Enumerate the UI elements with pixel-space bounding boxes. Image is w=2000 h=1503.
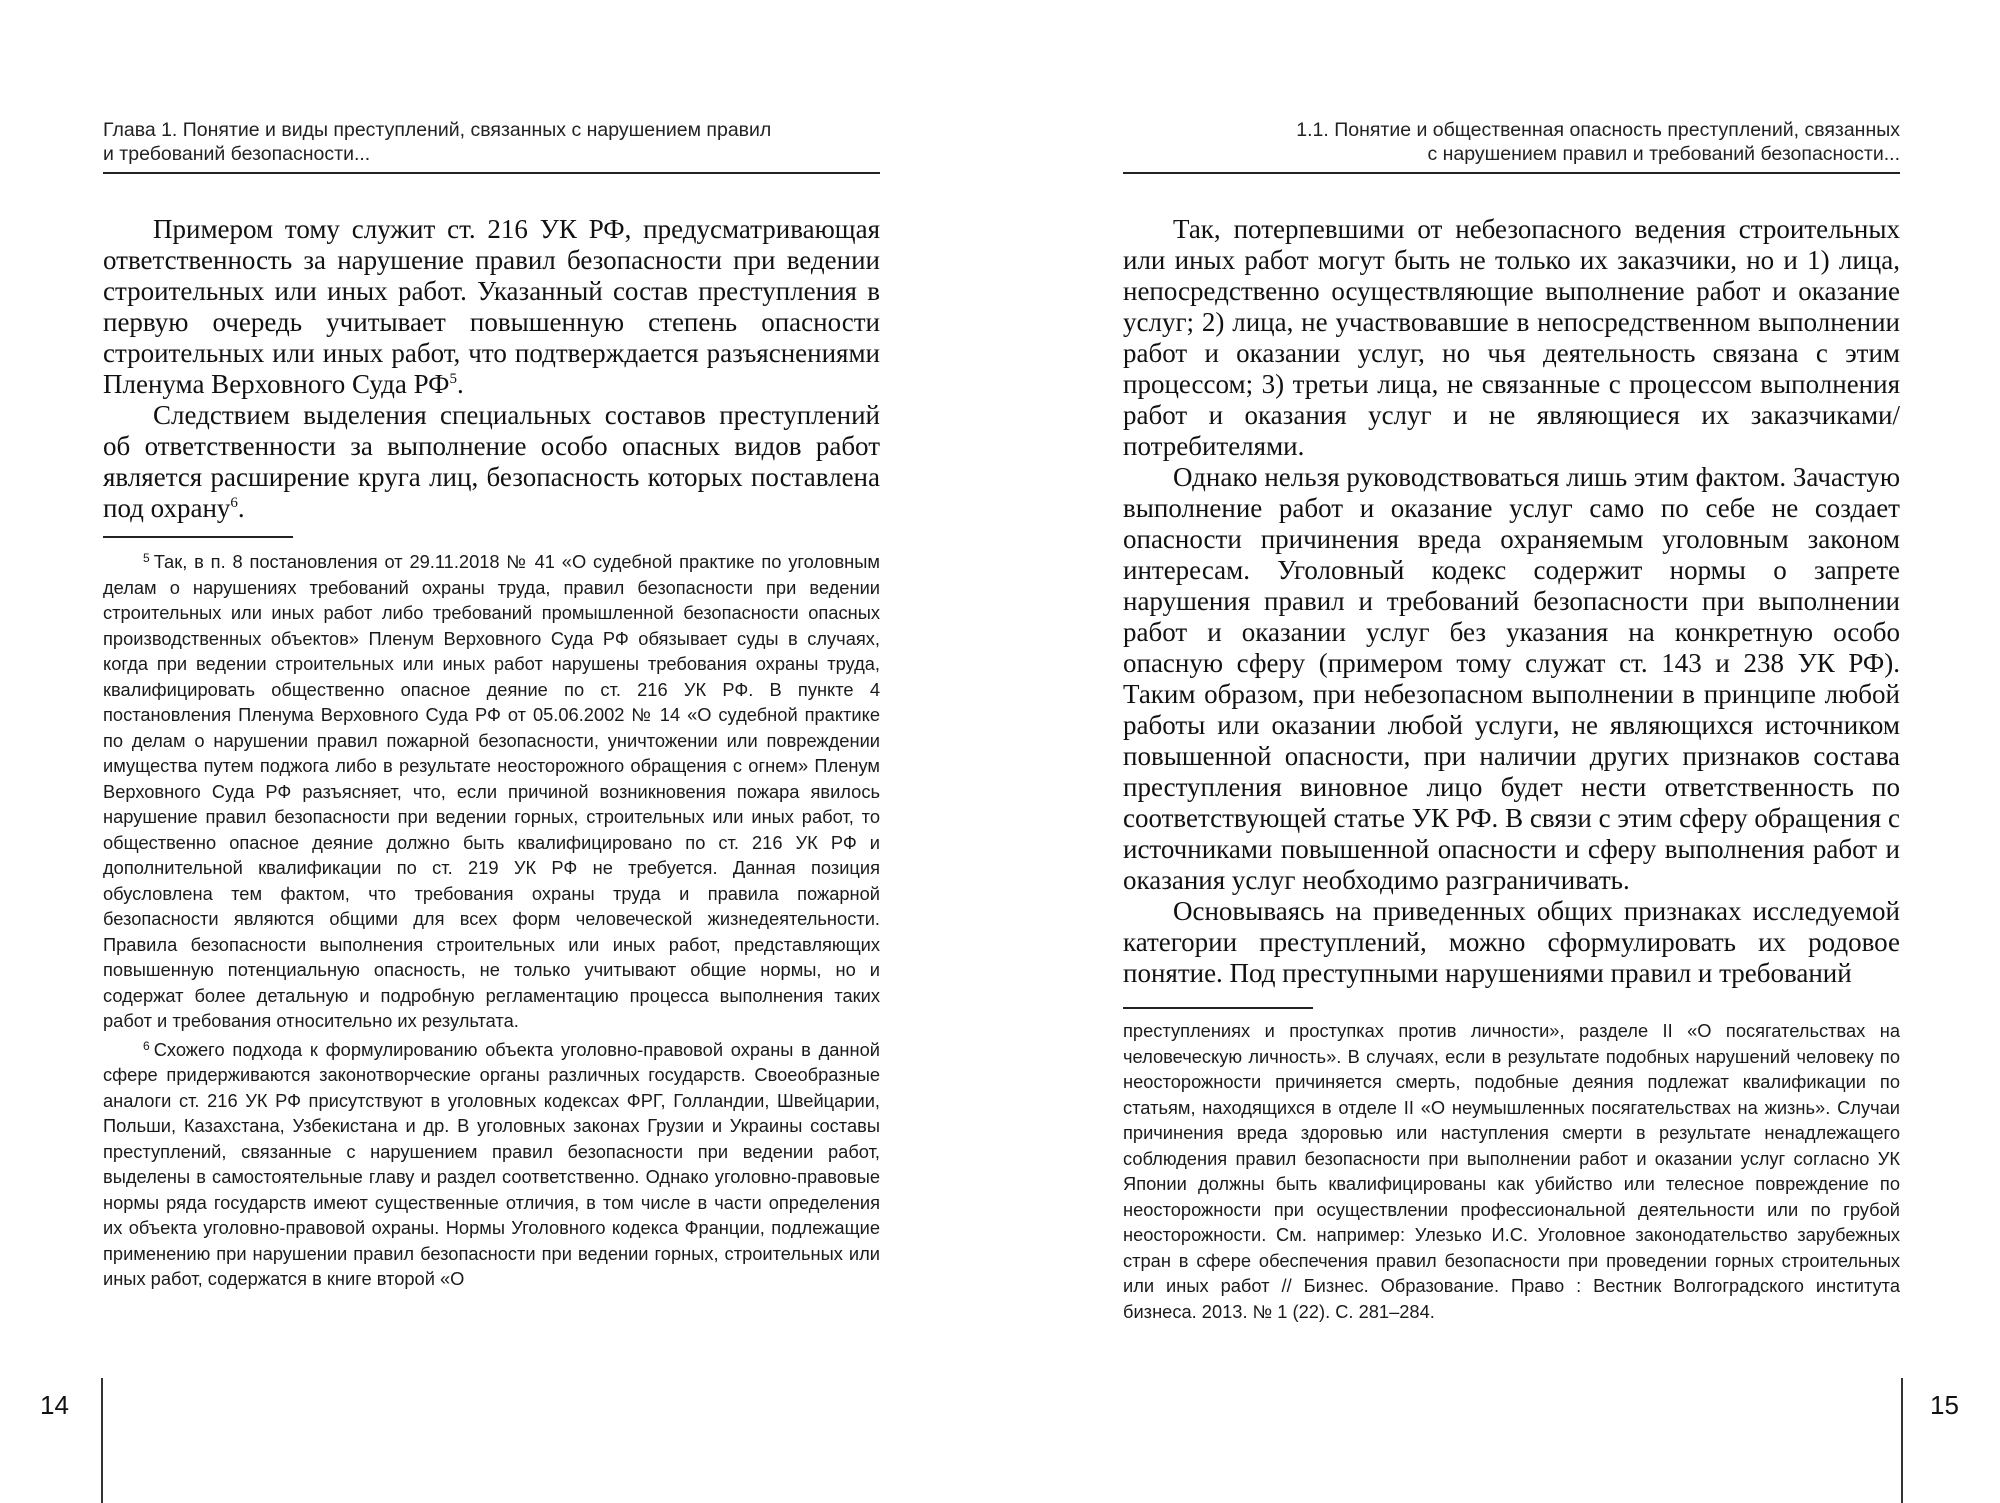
paragraph: Примером тому служит ст. 216 УК РФ, предусматривающая ответственность за нарушение правил безопасности при ведении строительных или иных работ. Указанный состав преступления в первую очередь учитывает повышенную степень опасности строительных или иных работ, что подтверждается разъяснениями Пленума Верховного Суда $РФ^5$. [103,214,880,399]
footnote-text: Схожего подхода к формулированию объекта уголовно-правовой охраны в данной сфере придерживаются законотворческие органы различных государств. Своеобразные аналоги ст. 216 УК РФ присутствуют в уголовных кодексах ФРГ, Голландии, Швейцарии, Польши, Казахстана, Узбекистана и др. В уголовных законах Грузии и Украины составы преступлений, связанные с нарушением правил безопасности при ведении работ, выделены в самостоятельные главу и раздел соответственно. Однако уголовно-правовые нормы ряда государств имеют существенные отличия, в том числе в части определения их объекта уголовно-правовой охраны. Нормы Уголовного кодекса Франции, подлежащие применению при нарушении правил безопасности при ведении горных, строительных или иных работ, содержатся в книге второй «О [103,1038,880,1289]
paragraph: Однако нельзя руководствоваться лишь этим фактом. Зачастую выполнение работ и оказание услуг само по себе не создает опасности причинения вреда охраняемым уголовным законом интересам. Уголовный кодекс содержит нормы о запрете нарушения правил и требований безопасности при выполнении работ и оказании услуг без указания на конкретную особо опасную сферу (примером тому служат ст. 143 и 238 УК РФ). Таким образом, при небезопасном выполнении в принципе любой работы или оказании любой услуги, не являющихся источником повышенной опасности, при наличии других признаков состава преступления виновное лицо будет нести ответственность по соответствующей статье УК РФ. В связи с этим сферу обращения с источниками повышенной опасности и сферу выполнения работ и оказания услуг необходимо разграничивать. [1123,462,1900,895]
running-head-line: 1.1. Понятие и общественная опасность преступлений, связанных [1296,119,1900,141]
footnote-text: Так, в п. 8 постановления от 29.11.2018 № 41 «О судебной практике по уголовным делам о нарушениях требований охраны труда, правил безопасности при ведении строительных или иных работ либо требований промышленной безопасности опасных производственных объектов» Пленум Верховного Суда РФ обязывает суды в случаях, когда при ведении строительных или иных работ нарушены требования охраны труда, квалифицировать общественно опасное деяние по ст. 216 УК РФ. В пункте 4 постановления Пленума Верховного Суда РФ от 05.06.2002 № 14 «О судебной практике по делам о нарушении правил пожарной безопасности, уничтожении или повреждении имущества путем поджога либо в результате неосторожного обращения с огнем» Пленум Верховного Суда РФ разъясняет, что, если причиной возникновения пожара явилось нарушение правил безопасности при ведении горных, строительных или иных работ, то общественно опасное деяние должно быть квалифицировано по ст. 216 УК РФ и дополнительной квалификации по ст. 219 УК РФ не требуется. Данная позиция обусловлена тем фактом, что требования охраны труда и правила пожарной безопасности являются общими для всех форм человеческой жизнедеятельности. Правила безопасности выполнения строительных или иных работ, представляющих повышенную потенциальную опасность, не только учитывают общие нормы, но и содержат более детальную и подробную регламентацию процесса выполнения таких работ и требования относительно их результата. [103,551,880,1031]
page-number: 14 [40,1390,69,1420]
main-text-left [103,214,880,524]
footnote [103,546,880,1034]
footnote-continuation: преступлениях и проступках против личности», разделе II «О посягательствах на человеческую личность». В случаях, если в результате подобных нарушений человеку по неосторожности причиняется смерть, подобные деяния подлежат квалификации по статьям, находящихся в отделе II «О неумышленных посягательствах на жизнь». Случаи причинения вреда здоровью или наступления смерти в результате ненадлежащего соблюдения правил безопасности при выполнении работ и оказании услуг согласно УК Японии должны быть квалифицированы как убийство или телесное повреждение по неосторожности при осуществлении профессиональной деятельности или по грубой неосторожности. См. например: Улезько И.С. Уголовное законодательство зарубежных стран в сфере обеспечения правил безопасности при проведении горных строительных или иных работ // Бизнес. Образование. Право : Вестник Волгоградского института бизнеса. 2013. № 1 (22). С. 281–284. [1123,1020,1900,1322]
page-number: 15 [1930,1390,1959,1420]
footnote [103,1034,880,1292]
page-edge-line [101,1378,103,1503]
footnote-mark: 6 [143,1038,150,1053]
running-head-right [1120,118,1900,166]
footnotes-right [1123,1018,1900,1324]
paragraph: Основываясь на приведенных общих признаках исследуемой категории преступлений, можно сформулировать их родовое понятие. Под преступными нарушениями правил и требований [1123,896,1900,988]
main-text-right [1123,214,1900,989]
footnote-mark: 5 [143,551,150,565]
running-head-line: и требований безопасности... [103,143,371,165]
footnote-rule [103,536,293,538]
page-edge-line [1901,1378,1903,1503]
running-head-line: с нарушением правил и требований безопасности... [1427,143,1900,165]
right-page [1000,0,2000,1503]
footnotes-left [103,546,880,1292]
footnote-ref[interactable]: 6 [230,495,238,511]
paragraph: Так, потерпевшими от небезопасного ведения строительных или иных работ могут быть не только их заказчики, но и 1) лица, непосредственно осуществляющие выполнение работ и оказание услуг; 2) лица, не участвовавшие в непосредственном выполнении работ и оказании услуг, но чья деятельность связана с этим процессом; 3) третьи лица, не связанные с процессом выполнения работ и оказания услуг и не являющиеся их заказчиками/потребителями. [1123,214,1900,461]
footnote-rule [1123,1007,1313,1009]
running-head-line: Глава 1. Понятие и виды преступлений, связанных с нарушением правил [103,119,772,141]
footnote-ref[interactable]: 5 [449,371,457,387]
running-head-left [103,118,883,166]
paragraph: Следствием выделения специальных составов преступлений об ответственности за выполнение особо опасных видов работ является расширение круга лиц, безопасность которых поставлена под охрану$^6$. [103,400,880,523]
header-rule [103,172,880,174]
header-rule [1123,172,1900,174]
